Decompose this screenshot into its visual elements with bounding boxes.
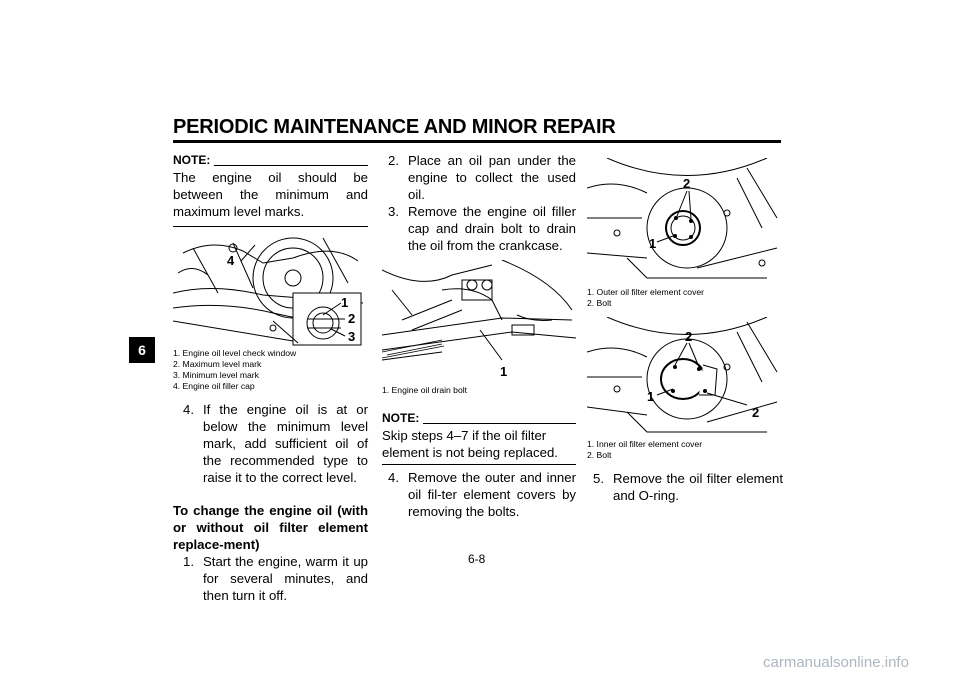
caption-line: 1. Outer oil filter element cover bbox=[587, 287, 705, 297]
caption-line: 1. Engine oil drain bolt bbox=[382, 385, 468, 395]
note-heading bbox=[382, 410, 576, 427]
step-text: Start the engine, warm it up for several minutes, and then turn it off. bbox=[203, 554, 368, 603]
page-number: 6-8 bbox=[468, 552, 486, 566]
section-heading: To change the engine oil (with or without oil filter element replace-ment) bbox=[173, 503, 368, 552]
step-text: Remove the engine oil filler cap and drain bolt to drain the oil from the crankcase. bbox=[408, 204, 576, 253]
step-number: 5. bbox=[593, 471, 604, 486]
column-1 bbox=[173, 152, 368, 604]
callout-1: 1 bbox=[341, 295, 349, 310]
callout-1: 1 bbox=[647, 389, 655, 404]
step-2 bbox=[382, 152, 576, 203]
callout-4: 4 bbox=[227, 253, 235, 268]
step-3 bbox=[382, 203, 576, 254]
step-number: 4. bbox=[183, 402, 194, 417]
caption-line: 2. Maximum level mark bbox=[173, 359, 262, 369]
figure-captions bbox=[382, 385, 576, 396]
callout-2: 2 bbox=[752, 405, 760, 420]
figure-captions bbox=[587, 287, 783, 309]
drain-bolt-figure bbox=[382, 260, 576, 380]
page-title: PERIODIC MAINTENANCE AND MINOR REPAIR bbox=[173, 116, 616, 138]
caption-line: 2. Bolt bbox=[587, 450, 612, 460]
step-4 bbox=[173, 401, 368, 486]
chapter-tab: 6 bbox=[129, 337, 155, 363]
step-number: 3. bbox=[388, 204, 399, 219]
caption-line: 4. Engine oil filler cap bbox=[173, 381, 255, 391]
header-rule bbox=[173, 140, 781, 143]
step-4 bbox=[382, 469, 576, 520]
callout-2: 2 bbox=[348, 311, 356, 326]
caption-line: 2. Bolt bbox=[587, 298, 612, 308]
note-label: NOTE: bbox=[382, 411, 420, 425]
figure-captions bbox=[173, 348, 368, 392]
step-5 bbox=[587, 470, 783, 504]
step-text: If the engine oil is at or below the minimum level mark, add sufficient oil of the recommended type to raise it to the correct level. bbox=[203, 402, 368, 485]
step-text: Remove the outer and inner oil fil-ter element covers by removing the bolts. bbox=[408, 470, 576, 519]
step-number: 2. bbox=[388, 153, 399, 168]
callout-3: 3 bbox=[348, 329, 356, 344]
step-text: Remove the oil filter element and O-ring. bbox=[613, 471, 783, 503]
step-number: 4. bbox=[388, 470, 399, 485]
figure-captions bbox=[587, 439, 783, 461]
caption-line: 3. Minimum level mark bbox=[173, 370, 259, 380]
callout-1: 1 bbox=[500, 364, 508, 379]
outer-filter-cover-figure bbox=[587, 158, 783, 284]
note-heading bbox=[173, 152, 368, 169]
oil-level-figure bbox=[173, 233, 368, 348]
callout-2: 2 bbox=[685, 329, 693, 344]
watermark: carmanualsonline.info bbox=[763, 654, 909, 671]
column-2 bbox=[382, 152, 576, 520]
step-1 bbox=[173, 553, 368, 604]
inner-filter-cover-figure bbox=[587, 317, 783, 437]
step-text: Place an oil pan under the engine to collect the used oil. bbox=[408, 153, 576, 202]
column-3 bbox=[587, 152, 783, 504]
step-number: 1. bbox=[183, 554, 194, 569]
note-label: NOTE: bbox=[173, 153, 211, 167]
callout-2: 2 bbox=[683, 176, 691, 191]
caption-line: 1. Engine oil level check window bbox=[173, 348, 297, 358]
note-text: Skip steps 4–7 if the oil filter element is not being replaced. bbox=[382, 427, 576, 465]
callout-1: 1 bbox=[649, 236, 657, 251]
note-text: The engine oil should be between the minimum and maximum level marks. bbox=[173, 169, 368, 227]
caption-line: 1. Inner oil filter element cover bbox=[587, 439, 703, 449]
